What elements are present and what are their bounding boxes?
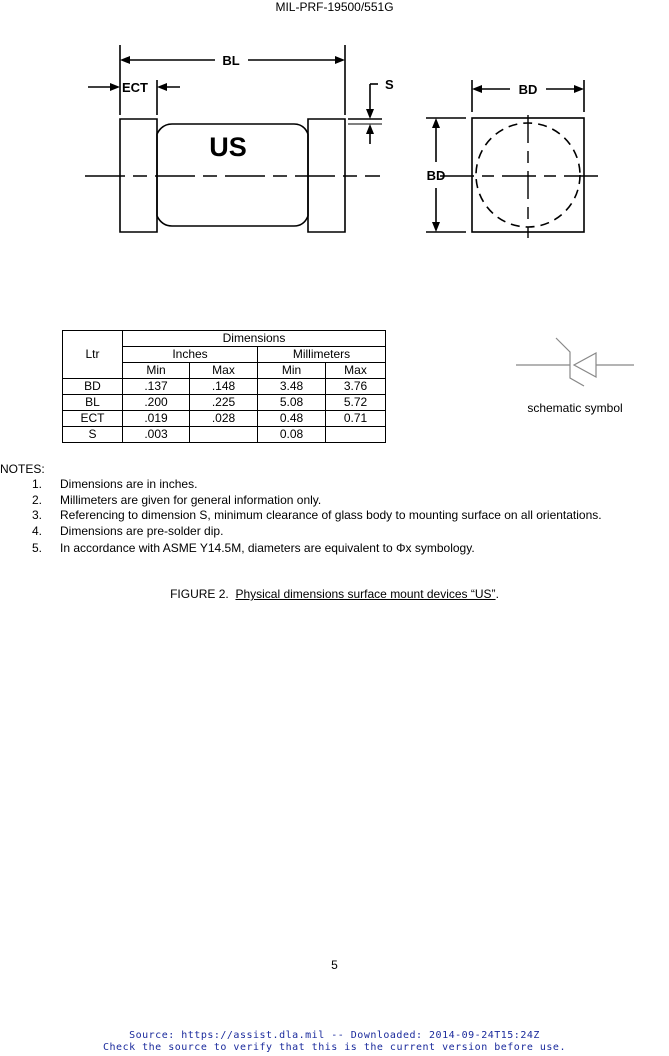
package-drawing: [80, 40, 620, 260]
sub-header: Max: [326, 363, 386, 379]
note-number: 3.: [32, 508, 43, 522]
ltr-header: Ltr: [63, 331, 123, 379]
bl-label: BL: [222, 53, 240, 68]
note-item: [32, 493, 321, 507]
document-header: MIL-PRF-19500/551G: [275, 0, 394, 14]
table-row: [63, 411, 386, 427]
note-number: 2.: [32, 493, 43, 507]
page-number: 5: [331, 958, 338, 972]
cell-mm-min: 0.08: [258, 427, 326, 443]
caption-suffix: .: [495, 587, 499, 601]
body-mark: US: [209, 132, 247, 162]
dimensions-header: Dimensions: [123, 331, 386, 347]
source-line: Source: https://assist.dla.mil -- Downloaded: 2014-09-24T15:24Z: [129, 1030, 540, 1041]
dimensions-table: [62, 330, 386, 443]
notes-title: NOTES:: [0, 462, 45, 476]
cell-in-max: .148: [190, 379, 258, 395]
check-line: Check the source to verify that this is the current version before use.: [103, 1042, 566, 1053]
sub-header: Max: [190, 363, 258, 379]
sub-header: Min: [258, 363, 326, 379]
note-number: 4.: [32, 524, 43, 538]
cell-mm-min: 0.48: [258, 411, 326, 427]
cell-mm-max: 3.76: [326, 379, 386, 395]
mm-header: Millimeters: [258, 347, 386, 363]
note-item: [32, 477, 197, 491]
cell-mm-max: 0.71: [326, 411, 386, 427]
inches-header: Inches: [123, 347, 258, 363]
bd-side-label: BD: [426, 168, 446, 183]
note-text: In accordance with ASME Y14.5M, diameters are equivalent to Φx symbology.: [60, 541, 475, 555]
cell-in-max: .225: [190, 395, 258, 411]
note-item: [32, 508, 602, 522]
cell-in-min: .003: [123, 427, 190, 443]
cell-ltr: S: [63, 427, 123, 443]
table-row: [63, 379, 386, 395]
caption-title: Physical dimensions surface mount devices “US”: [235, 587, 496, 601]
cell-mm-min: 3.48: [258, 379, 326, 395]
cell-ltr: BL: [63, 395, 123, 411]
note-text: Dimensions are in inches.: [60, 477, 198, 491]
note-number: 5.: [32, 541, 43, 555]
ect-label: ECT: [122, 80, 148, 95]
cell-mm-max: [326, 427, 386, 443]
note-item: [32, 524, 223, 538]
s-label: S: [385, 77, 394, 92]
cell-in-min: .137: [123, 379, 190, 395]
cell-mm-min: 5.08: [258, 395, 326, 411]
caption-prefix: FIGURE 2.: [170, 587, 229, 601]
note-text: Dimensions are pre-solder dip.: [60, 524, 224, 538]
schematic-label: schematic symbol: [527, 401, 623, 415]
bd-top-label: BD: [518, 82, 538, 97]
table-row: [63, 395, 386, 411]
cell-mm-max: 5.72: [326, 395, 386, 411]
cell-ltr: BD: [63, 379, 123, 395]
cell-in-min: .019: [123, 411, 190, 427]
table-row: [63, 427, 386, 443]
sub-header: Min: [123, 363, 190, 379]
cell-in-min: .200: [123, 395, 190, 411]
cell-ltr: ECT: [63, 411, 123, 427]
note-text: Referencing to dimension S, minimum clearance of glass body to mounting surface on all orientations.: [60, 508, 602, 522]
figure-caption: [0, 587, 669, 601]
cell-in-max: [190, 427, 258, 443]
cell-in-max: .028: [190, 411, 258, 427]
note-item: [32, 541, 475, 555]
note-text: Millimeters are given for general information only.: [60, 493, 322, 507]
diode-schematic-icon: [514, 336, 638, 388]
note-number: 1.: [32, 477, 43, 491]
